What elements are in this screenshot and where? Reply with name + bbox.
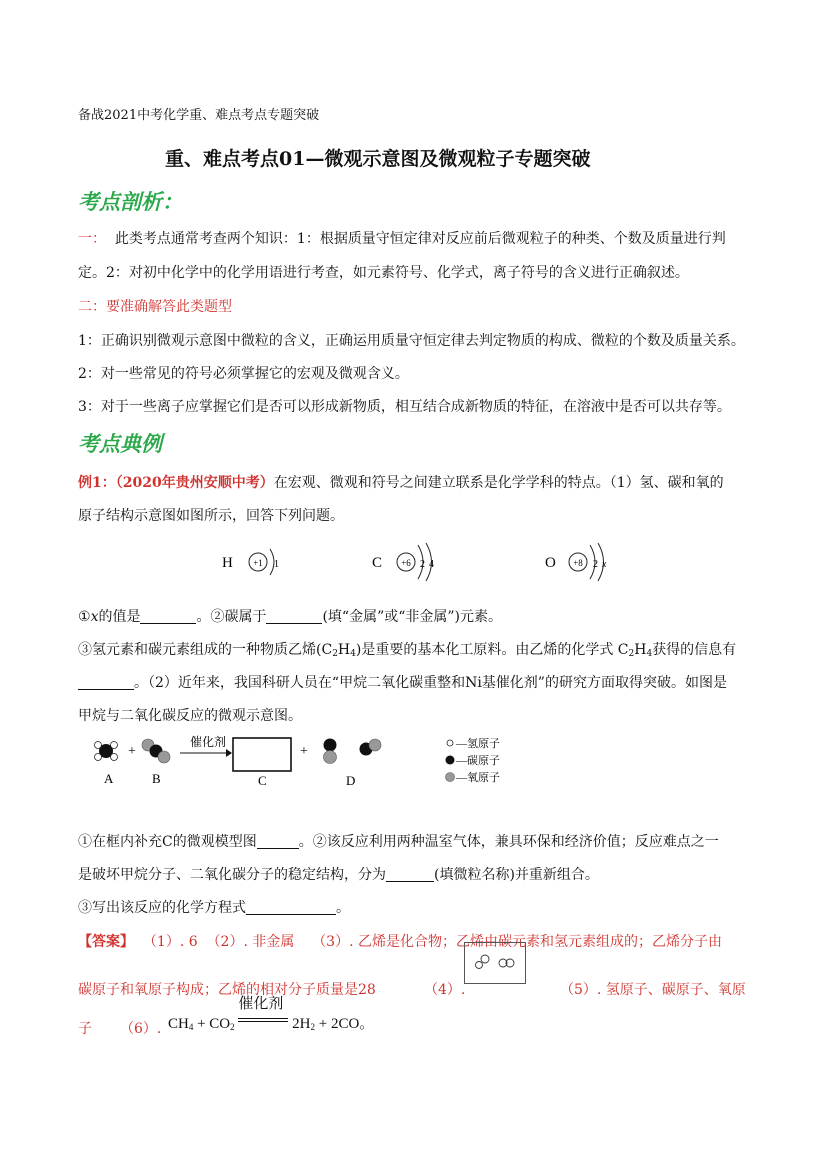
item2-label: 二：要准确解答此类题型 <box>78 299 232 315</box>
product-c-box <box>233 738 291 771</box>
oxygen-shell-2: x <box>602 559 607 570</box>
hydrogen-nucleus: +1 <box>253 558 263 568</box>
molecule-b-carbon-dioxide <box>142 739 170 763</box>
eq-end: 。 <box>359 1016 375 1032</box>
carbon-symbol: C <box>372 555 383 571</box>
legend <box>446 736 501 784</box>
answer-5b: 子 <box>78 1021 92 1037</box>
eq-sub-2a: 2 <box>230 1022 235 1032</box>
point-3: 3：对于一些离子应掌握它们是否可以形成新物质，相互结合成新物质的特征，在溶液中是否可以共存等。 <box>78 399 731 415</box>
q3-text-c: )是重要的基本化工原料。由乙烯的化学式 C <box>355 642 629 658</box>
question-3-line2 <box>78 672 727 692</box>
q3-sub-2: 4 <box>350 649 356 659</box>
q5-blank[interactable] <box>246 900 336 915</box>
q1-blank-1[interactable] <box>140 609 196 624</box>
plus-2: + <box>300 744 308 759</box>
eq-sub-2b: 2 <box>310 1022 315 1032</box>
answer-line1 <box>78 931 722 951</box>
reaction-diagram <box>90 735 560 795</box>
q4-blank-1[interactable] <box>257 834 299 849</box>
q3-text-b: H <box>337 642 351 658</box>
label-d: D <box>346 773 356 788</box>
q3-text-e: 获得的信息有 <box>652 642 737 658</box>
carbon-shell-2: 4 <box>429 559 434 570</box>
question-1 <box>78 606 502 626</box>
item1-label: 一： <box>78 231 106 247</box>
chemical-equation <box>168 994 375 1033</box>
q4-text-b: 。②该反应利用两种温室气体，兼具环保和经济价值；反应难点之一 <box>298 834 719 850</box>
eq-catalyst: 催化剂 <box>238 994 284 1012</box>
q1-text-b: 的值是 <box>98 609 141 625</box>
carbon-shell-1: 2 <box>420 559 425 570</box>
point-1: 1：正确识别微观示意图中微粒的含义，正确运用质量守恒定律去判定物质的构成、微粒的个数及质量关系。 <box>78 333 745 349</box>
carbon-nucleus: +6 <box>401 558 411 568</box>
oxygen-nucleus: +8 <box>573 558 583 568</box>
example-label: 例1：（2020年贵州安顺中考） <box>78 475 274 491</box>
oxygen-shell-1: 2 <box>593 559 598 570</box>
section-heading-analysis: 考点剖析： <box>78 189 183 214</box>
point-2: 2：对一些常见的符号必须掌握它的宏观及微观含义。 <box>78 366 409 382</box>
answer-2: （2）. 非金属 <box>206 934 295 950</box>
q3-text-d: H <box>634 642 647 658</box>
answer-3b: 碳原子和氧原子构成；乙烯的相对分子质量是28 <box>78 982 376 998</box>
q1-variable: x <box>90 609 99 625</box>
q3-sub-1: 2 <box>332 649 338 659</box>
item1-text-b: 定。2：对初中化学中的化学用语进行考查，如元素符号、化学式，离子符号的含义进行正确叙述。 <box>78 265 689 281</box>
answer-4-model-box <box>464 942 526 984</box>
q3-text-g: 甲烷与二氧化碳反应的微观示意图。 <box>78 708 302 724</box>
q1-blank-2[interactable] <box>266 609 322 624</box>
q4-text-a: ①在框内补充C的微观模型图 <box>78 834 257 850</box>
page-title: 重、难点考点01—微观示意图及微观粒子专题突破 <box>165 148 591 170</box>
legend-hydrogen: —氢原子 <box>456 738 500 750</box>
q3-text-a: ③氢元素和碳元素组成的一种物质乙烯(C <box>78 642 333 658</box>
q3-text-f: 。（2）近年来，我国科研人员在“甲烷二氧化碳重整和Ni基催化剂”的研究方面取得突破。如图是 <box>134 675 727 691</box>
legend-carbon: —碳原子 <box>456 755 500 767</box>
item1-line1 <box>78 228 726 248</box>
oxygen-atom <box>545 543 607 581</box>
atom-structure-diagram <box>200 535 640 591</box>
q1-text-c: 。②碳属于 <box>196 609 267 625</box>
eq-sub-4: 4 <box>188 1022 194 1032</box>
q4-text-c: 是破坏甲烷分子、二氧化碳分子的稳定结构，分为 <box>78 867 386 883</box>
q3-sub-4: 4 <box>646 649 653 659</box>
label-b: B <box>152 771 161 786</box>
eq-arrow <box>238 994 288 1028</box>
q5-text-a: ③写出该反应的化学方程式 <box>78 900 246 916</box>
question-5 <box>78 897 350 917</box>
answer-1: （1）. 6 <box>142 934 198 950</box>
answer-5: （5）. 氢原子、碳原子、氧原 <box>560 982 746 998</box>
series-header: 备战2021中考化学重、难点考点专题突破 <box>78 108 320 123</box>
item1-text-a: 此类考点通常考查两个知识：1：根据质量守恒定律对反应前后微观粒子的种类、个数及质量进行判 <box>114 231 726 247</box>
q3-blank[interactable] <box>78 675 134 690</box>
answer-label: 【答案】 <box>78 934 134 950</box>
section-heading-examples: 考点典例 <box>78 431 162 456</box>
example-text-b: 原子结构示意图如图所示，回答下列问题。 <box>78 508 344 524</box>
q4-blank-2[interactable] <box>386 867 434 882</box>
question-4-line2 <box>78 864 599 884</box>
answer-4: （4）. <box>424 982 466 998</box>
eq-carbon-dioxide: + CO <box>193 1016 231 1032</box>
eq-hydrogen: 2H <box>292 1016 311 1032</box>
legend-oxygen: —氧原子 <box>456 772 500 784</box>
eq-carbon-monoxide: + 2CO <box>314 1016 360 1032</box>
molecule-a-methane <box>95 742 118 761</box>
molecule-d-hydrogen <box>324 739 382 764</box>
q1-text-d: (填“金属”或“非金属”)元素。 <box>322 609 503 625</box>
catalyst-label: 催化剂 <box>190 735 227 749</box>
question-3-line1 <box>78 639 736 659</box>
label-a: A <box>104 771 114 786</box>
q4-text-d: (填微粒名称)并重新组合。 <box>434 867 599 883</box>
q3-sub-3: 2 <box>628 649 635 659</box>
eq-methane: CH <box>168 1016 189 1032</box>
label-c: C <box>258 773 267 788</box>
answer-3: （3）. 乙烯是化合物；乙烯由碳元素和氢元素组成的；乙烯分子由 <box>312 934 722 950</box>
hydrogen-symbol: H <box>222 555 233 571</box>
hydrogen-atom <box>222 549 279 575</box>
answer-6: （6）. <box>120 1021 162 1037</box>
q1-prefix: ① <box>78 609 91 625</box>
question-4-line1 <box>78 831 719 851</box>
plus-1: + <box>128 744 136 759</box>
example-text-a: 在宏观、微观和符号之间建立联系是化学学科的特点。（1）氢、碳和氧的 <box>273 475 724 491</box>
q5-text-b: 。 <box>336 900 350 916</box>
hydrogen-shell-1: 1 <box>274 559 279 570</box>
answer-4-molecules <box>465 943 525 983</box>
example-line1 <box>78 472 724 492</box>
carbon-atom <box>372 543 434 581</box>
oxygen-symbol: O <box>545 555 556 571</box>
